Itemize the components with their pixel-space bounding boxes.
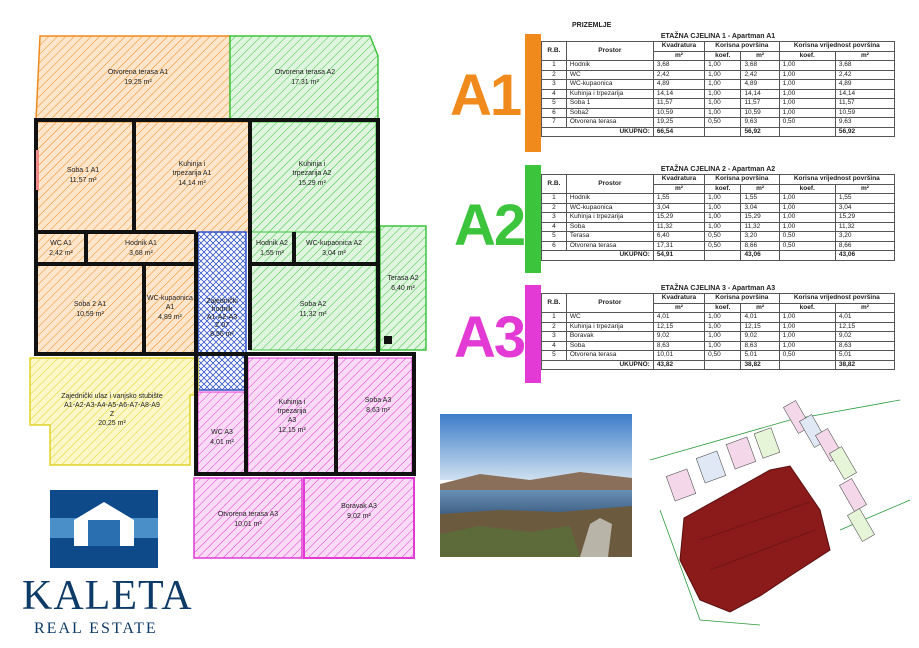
table-cell: 1,00 bbox=[705, 203, 741, 213]
total-kvadratura: 43,82 bbox=[653, 360, 704, 370]
table-cell: 15,29 bbox=[741, 213, 779, 223]
table-cell: 4,89 bbox=[835, 80, 894, 90]
wck-a1-area-label: 4,89 m² bbox=[158, 314, 182, 321]
table-cell: 11,57 bbox=[741, 99, 779, 109]
table-cell: 1,00 bbox=[779, 70, 835, 80]
table-cell: 3 bbox=[542, 213, 567, 223]
total-korisna: 56,92 bbox=[741, 127, 779, 137]
table-cell: 3,68 bbox=[835, 61, 894, 71]
table-cell: 11,32 bbox=[835, 222, 894, 232]
table-a1-wrap bbox=[541, 32, 895, 137]
table-row bbox=[542, 351, 895, 361]
label-a2: A2 bbox=[454, 193, 525, 258]
table-cell: 3 bbox=[542, 80, 567, 90]
table-cell: 17,31 bbox=[653, 241, 704, 251]
wc-a1-area bbox=[36, 232, 86, 264]
label-a1: A1 bbox=[450, 63, 521, 128]
table-cell: 14,14 bbox=[653, 89, 704, 99]
table-cell: 1,00 bbox=[779, 203, 835, 213]
table-cell: 2 bbox=[542, 70, 567, 80]
wc-a3-area-label: 4,01 m² bbox=[210, 439, 234, 446]
table-cell: 5,01 bbox=[741, 351, 779, 361]
soba1-a1-area-label: 11,57 m² bbox=[69, 177, 97, 184]
unit-m2: m² bbox=[653, 51, 704, 61]
soba-a3-name: Soba A3 bbox=[364, 397, 392, 404]
unit-m2: m² bbox=[741, 303, 779, 313]
table-cell: 2 bbox=[542, 203, 567, 213]
table-row bbox=[542, 322, 895, 332]
table-a3 bbox=[541, 293, 895, 370]
label-a3: A3 bbox=[454, 305, 525, 370]
table-row bbox=[542, 213, 895, 223]
table-cell: 9,02 bbox=[653, 332, 704, 342]
table-cell: 1,00 bbox=[705, 222, 741, 232]
total-row bbox=[542, 251, 895, 261]
table-row bbox=[542, 194, 895, 204]
table-cell: 3,04 bbox=[741, 203, 779, 213]
total-kvadratura: 66,54 bbox=[653, 127, 704, 137]
table-cell: Kuhinja i trpezarija bbox=[566, 322, 653, 332]
table-cell: 10,01 bbox=[653, 351, 704, 361]
unit-koef: koef. bbox=[779, 51, 835, 61]
kuhinja-a2-area-label: 15,29 m² bbox=[298, 180, 326, 187]
wck-a2-area-label: 3,04 m² bbox=[322, 250, 346, 257]
table-cell: 5 bbox=[542, 232, 567, 242]
table-cell: 3 bbox=[542, 332, 567, 342]
table-cell: 8,66 bbox=[741, 241, 779, 251]
soba2-a1-name: Soba 2 A1 bbox=[73, 301, 107, 308]
table-cell: 4,89 bbox=[741, 80, 779, 90]
col-prostor: Prostor bbox=[566, 294, 653, 313]
table-cell: 1,00 bbox=[705, 194, 741, 204]
unit-m2: m² bbox=[653, 184, 704, 194]
table-cell: 12,15 bbox=[741, 322, 779, 332]
table-row bbox=[542, 89, 895, 99]
table-cell: 15,29 bbox=[835, 213, 894, 223]
table-cell: 0,50 bbox=[779, 118, 835, 128]
hodnik-a2-name: Hodnik A2 bbox=[256, 240, 288, 247]
kuhinja-a3-name3: A3 bbox=[287, 417, 297, 424]
zaj-hodnik-l4: Z 07 bbox=[214, 322, 230, 329]
table-cell: 2 bbox=[542, 322, 567, 332]
table-cell: 1,00 bbox=[705, 70, 741, 80]
table-cell: 15,29 bbox=[653, 213, 704, 223]
table-cell: 5,01 bbox=[835, 351, 894, 361]
table-cell: 1,55 bbox=[653, 194, 704, 204]
table-cell: Kuhinja i trpezarija bbox=[566, 89, 653, 99]
table-cell: 1,00 bbox=[705, 313, 741, 323]
table-cell: 1,00 bbox=[705, 332, 741, 342]
table-cell: 4 bbox=[542, 89, 567, 99]
table-cell: 4 bbox=[542, 341, 567, 351]
total-kvadratura: 54,91 bbox=[653, 251, 704, 261]
table-cell: 0,50 bbox=[779, 241, 835, 251]
terasa-a2-area bbox=[230, 36, 378, 120]
hodnik-a1-name: Hodnik A1 bbox=[125, 240, 157, 247]
table-cell: Terasa bbox=[566, 232, 653, 242]
unit-koef: koef. bbox=[779, 184, 835, 194]
total-row bbox=[542, 127, 895, 137]
table-cell: 9,02 bbox=[741, 332, 779, 342]
col-korisna: Korisna površina bbox=[705, 175, 780, 185]
kuhinja-a3-name1: Kuhinja i bbox=[278, 399, 306, 406]
terasa-a1-name: Otvorena terasa A1 bbox=[107, 69, 169, 76]
table-cell: 1,00 bbox=[779, 341, 835, 351]
soba-a2-name: Soba A2 bbox=[299, 301, 327, 308]
table-cell: 0,50 bbox=[705, 351, 741, 361]
table-cell: 1,00 bbox=[779, 332, 835, 342]
table-cell: 3,20 bbox=[741, 232, 779, 242]
col-rb: R.B. bbox=[542, 42, 567, 61]
unit-m2: m² bbox=[835, 51, 894, 61]
terasa2-a2-name: Terasa A2 bbox=[387, 275, 419, 282]
col-korisna: Korisna površina bbox=[705, 42, 780, 52]
col-kvadratura: Kvadratura bbox=[653, 175, 704, 185]
table-cell: 4,01 bbox=[653, 313, 704, 323]
table-cell: 5 bbox=[542, 351, 567, 361]
table-cell: 3,04 bbox=[835, 203, 894, 213]
total-label: UKUPNO: bbox=[542, 251, 654, 261]
table-cell: Boravak bbox=[566, 332, 653, 342]
table-cell: Otvorena terasa bbox=[566, 351, 653, 361]
col-kvadratura: Kvadratura bbox=[653, 294, 704, 304]
zaj-ulaz-l2: A1-A2-A3-A4-A5-A6-A7-A8-A9 bbox=[64, 402, 160, 409]
table-cell: 8,63 bbox=[741, 341, 779, 351]
table-a1-heading: ETAŽNA CJELINA 1 - Apartman A1 bbox=[660, 33, 776, 40]
table-cell: 1,00 bbox=[705, 213, 741, 223]
table-cell: 3,68 bbox=[653, 61, 704, 71]
zaj-ulaz-l3: Z bbox=[109, 411, 115, 418]
table-cell: 1,00 bbox=[705, 89, 741, 99]
table-row bbox=[542, 61, 895, 71]
hodnik-a2-area bbox=[250, 232, 294, 264]
zaj-hodnik-l2: hodnik bbox=[211, 306, 233, 313]
table-cell: WC bbox=[566, 70, 653, 80]
kuhinja-a1-area bbox=[134, 122, 250, 232]
table-cell: 14,14 bbox=[741, 89, 779, 99]
logo bbox=[50, 490, 158, 568]
unit-m2: m² bbox=[835, 303, 894, 313]
table-cell: 1,00 bbox=[705, 322, 741, 332]
terasa-a1-area-label: 19,25 m² bbox=[124, 79, 152, 86]
table-cell: 4,01 bbox=[741, 313, 779, 323]
table-cell: 1,00 bbox=[779, 61, 835, 71]
table-cell: 10,59 bbox=[741, 108, 779, 118]
brand-subtitle: REAL ESTATE bbox=[34, 620, 158, 637]
unit-m2: m² bbox=[741, 184, 779, 194]
wck-a1-name1: WC-kupaonica bbox=[147, 295, 193, 302]
col-kvadratura: Kvadratura bbox=[653, 42, 704, 52]
unit-koef: koef. bbox=[705, 303, 741, 313]
terasa-a3-area bbox=[194, 478, 302, 558]
wc-a3-name: WC A3 bbox=[211, 429, 233, 436]
table-cell: 3,68 bbox=[741, 61, 779, 71]
table-cell: 1,00 bbox=[705, 341, 741, 351]
unit-koef: koef. bbox=[779, 303, 835, 313]
table-cell: WC-kupaonica bbox=[566, 203, 653, 213]
logo-mark bbox=[50, 490, 158, 568]
table-cell: 8,66 bbox=[835, 241, 894, 251]
table-a1 bbox=[541, 41, 895, 137]
col-rb: R.B. bbox=[542, 175, 567, 194]
col-korisna-vr: Korisna vrijednost površina bbox=[779, 294, 894, 304]
col-korisna: Korisna površina bbox=[705, 294, 780, 304]
table-cell: Soba 1 bbox=[566, 99, 653, 109]
window-marker bbox=[36, 150, 39, 190]
table-cell: 6 bbox=[542, 108, 567, 118]
table-row bbox=[542, 341, 895, 351]
boravak-a3-name: Boravak A3 bbox=[341, 503, 377, 510]
bar-a1 bbox=[525, 34, 541, 152]
table-cell: 3,04 bbox=[653, 203, 704, 213]
table-cell: 0,50 bbox=[779, 232, 835, 242]
table-cell: 14,14 bbox=[835, 89, 894, 99]
table-cell: 1,00 bbox=[705, 108, 741, 118]
table-cell: 0,50 bbox=[705, 241, 741, 251]
table-a3-heading: ETAŽNA CJELINA 3 - Apartman A3 bbox=[660, 285, 776, 292]
zaj-hodnik-area-label: 8,56 m² bbox=[210, 331, 234, 338]
table-cell: 1,00 bbox=[779, 313, 835, 323]
total-row bbox=[542, 360, 895, 370]
table-cell: 1,00 bbox=[705, 80, 741, 90]
hodnik-a1-area-label: 3,68 m² bbox=[129, 250, 153, 257]
sea-view-photo bbox=[440, 414, 632, 557]
zaj-ulaz-area-label: 20,25 m² bbox=[98, 420, 126, 427]
table-cell: 2,42 bbox=[835, 70, 894, 80]
table-row bbox=[542, 332, 895, 342]
table-row bbox=[542, 70, 895, 80]
terasa-a3-area-label: 10,01 m² bbox=[234, 521, 262, 528]
table-cell: 1,00 bbox=[779, 213, 835, 223]
table-a2 bbox=[541, 174, 895, 261]
table-cell: Hodnik bbox=[566, 194, 653, 204]
table-cell: 4 bbox=[542, 222, 567, 232]
col-korisna-vr: Korisna vrijednost površina bbox=[779, 175, 894, 185]
zaj-ulaz-l1: Zajednički ulaz i vanjsko stubište bbox=[61, 393, 163, 400]
table-cell: 1,55 bbox=[741, 194, 779, 204]
col-rb: R.B. bbox=[542, 294, 567, 313]
terasa2-a2-area-label: 6,40 m² bbox=[391, 285, 415, 292]
table-cell: WC-kupaonica bbox=[566, 80, 653, 90]
kuhinja-a2-name1: Kuhinja i bbox=[298, 161, 326, 168]
table-row bbox=[542, 232, 895, 242]
header-row bbox=[542, 294, 895, 304]
table-cell: Otvorena terasa bbox=[566, 118, 653, 128]
boravak-a3-area-label: 9,02 m² bbox=[347, 513, 371, 520]
kuhinja-a2-name2: trpezarija A2 bbox=[292, 170, 332, 177]
total-korisna: 38,82 bbox=[741, 360, 779, 370]
table-cell: 1,00 bbox=[779, 222, 835, 232]
table-cell: 0,50 bbox=[705, 118, 741, 128]
floor-title: PRIZEMLJE bbox=[572, 22, 612, 29]
soba2-a1-area bbox=[36, 264, 144, 354]
kuhinja-a3-area-label: 12,15 m² bbox=[278, 427, 306, 434]
wc-a1-area-label: 2,42 m² bbox=[49, 250, 73, 257]
table-cell: 9,63 bbox=[741, 118, 779, 128]
site-plan bbox=[640, 390, 915, 628]
terasa-a1-area bbox=[36, 36, 230, 120]
table-cell: 12,15 bbox=[653, 322, 704, 332]
table-cell: 1,00 bbox=[779, 108, 835, 118]
kuhinja-a1-name2: trpezarija A1 bbox=[172, 170, 212, 177]
table-cell: 0,50 bbox=[705, 232, 741, 242]
table-cell: 1,00 bbox=[779, 89, 835, 99]
soba-a2-area-label: 11,32 m² bbox=[299, 311, 327, 318]
table-cell: 11,57 bbox=[835, 99, 894, 109]
table-cell: 1,00 bbox=[779, 194, 835, 204]
terasa-a2-name: Otvorena terasa A2 bbox=[274, 69, 336, 76]
bar-a2 bbox=[525, 165, 541, 273]
table-cell: 3,20 bbox=[835, 232, 894, 242]
table-cell: Soba bbox=[566, 341, 653, 351]
col-korisna-vr: Korisna vrijednost površina bbox=[779, 42, 894, 52]
table-cell: 6 bbox=[542, 241, 567, 251]
table-cell: 1,55 bbox=[835, 194, 894, 204]
terasa-a2-area-label: 17,31 m² bbox=[291, 79, 319, 86]
kuhinja-a1-name1: Kuhinja i bbox=[178, 161, 206, 168]
soba-a3-area bbox=[336, 358, 412, 474]
table-row bbox=[542, 80, 895, 90]
table-row bbox=[542, 203, 895, 213]
soba2-a1-area-label: 10,59 m² bbox=[76, 311, 104, 318]
table-a2-heading: ETAŽNA CJELINA 2 - Apartman A2 bbox=[660, 166, 776, 173]
table-cell: 1,00 bbox=[705, 61, 741, 71]
table-cell: 11,32 bbox=[741, 222, 779, 232]
table-row bbox=[542, 108, 895, 118]
table-cell: 11,57 bbox=[653, 99, 704, 109]
table-cell: 1,00 bbox=[779, 99, 835, 109]
table-cell: 0,50 bbox=[779, 351, 835, 361]
table-cell: 6,40 bbox=[653, 232, 704, 242]
header-row bbox=[542, 42, 895, 52]
total-label: UKUPNO: bbox=[542, 360, 654, 370]
table-cell: 5 bbox=[542, 99, 567, 109]
kuhinja-a1-area-label: 14,14 m² bbox=[178, 180, 206, 187]
table-cell: 2,42 bbox=[653, 70, 704, 80]
table-cell: 9,02 bbox=[835, 332, 894, 342]
unit-m2: m² bbox=[835, 184, 894, 194]
table-a3-wrap bbox=[541, 284, 895, 370]
wck-a1-name2: A1 bbox=[165, 304, 175, 311]
total-korisna-vr: 38,82 bbox=[835, 360, 894, 370]
table-cell: Kuhinja i trpezarija bbox=[566, 213, 653, 223]
table-cell: Soba2 bbox=[566, 108, 653, 118]
kuhinja-a3-area bbox=[248, 358, 336, 474]
unit-m2: m² bbox=[741, 51, 779, 61]
table-cell: 9,63 bbox=[835, 118, 894, 128]
wck-a2-area bbox=[294, 232, 376, 264]
table-cell: 19,25 bbox=[653, 118, 704, 128]
zaj-hodnik-l1: Zajednički bbox=[206, 298, 238, 305]
table-cell: 2,42 bbox=[741, 70, 779, 80]
total-label: UKUPNO: bbox=[542, 127, 654, 137]
zaj-hodnik-l3: A1-A2-A3 bbox=[206, 314, 238, 321]
table-cell: Otvorena terasa bbox=[566, 241, 653, 251]
kuhinja-a2-area bbox=[250, 122, 376, 232]
table-cell: 11,32 bbox=[653, 222, 704, 232]
bar-a3 bbox=[525, 285, 541, 383]
unit-koef: koef. bbox=[705, 51, 741, 61]
table-cell: Soba bbox=[566, 222, 653, 232]
table-cell: 4,01 bbox=[835, 313, 894, 323]
table-cell: Hodnik bbox=[566, 61, 653, 71]
table-cell: 1,00 bbox=[705, 99, 741, 109]
table-row bbox=[542, 118, 895, 128]
unit-m2: m² bbox=[653, 303, 704, 313]
table-cell: 7 bbox=[542, 118, 567, 128]
terasa-a3-name: Otvorena terasa A3 bbox=[217, 511, 279, 518]
stair-marker bbox=[384, 336, 392, 344]
table-cell: 1 bbox=[542, 61, 567, 71]
table-cell: 1,00 bbox=[779, 80, 835, 90]
brand-name: KALETA bbox=[22, 573, 193, 619]
table-row bbox=[542, 313, 895, 323]
table-cell: 10,59 bbox=[835, 108, 894, 118]
table-cell: 8,63 bbox=[835, 341, 894, 351]
kuhinja-a3-name2: trpezarija bbox=[277, 408, 307, 415]
table-cell: 1 bbox=[542, 313, 567, 323]
table-row bbox=[542, 241, 895, 251]
wc-a1-name: WC A1 bbox=[50, 240, 72, 247]
total-korisna: 43,06 bbox=[741, 251, 779, 261]
table-cell: 4,89 bbox=[653, 80, 704, 90]
soba-a3-area-label: 8,63 m² bbox=[366, 407, 390, 414]
total-korisna-vr: 43,06 bbox=[835, 251, 894, 261]
table-cell: 1,00 bbox=[779, 322, 835, 332]
total-korisna-vr: 56,92 bbox=[835, 127, 894, 137]
col-prostor: Prostor bbox=[566, 175, 653, 194]
table-cell: 12,15 bbox=[835, 322, 894, 332]
table-row bbox=[542, 222, 895, 232]
hodnik-a1-area bbox=[86, 232, 196, 264]
col-prostor: Prostor bbox=[566, 42, 653, 61]
header-row bbox=[542, 175, 895, 185]
soba1-a1-name: Soba 1 A1 bbox=[66, 167, 100, 174]
table-cell: 10,59 bbox=[653, 108, 704, 118]
hodnik-a2-area-label: 1,55 m² bbox=[260, 250, 284, 257]
table-cell: 8,63 bbox=[653, 341, 704, 351]
wck-a2-name: WC-kupaonica A2 bbox=[305, 240, 363, 247]
table-cell: 1 bbox=[542, 194, 567, 204]
table-a2-wrap bbox=[541, 165, 895, 261]
table-cell: WC bbox=[566, 313, 653, 323]
unit-koef: koef. bbox=[705, 184, 741, 194]
table-row bbox=[542, 99, 895, 109]
